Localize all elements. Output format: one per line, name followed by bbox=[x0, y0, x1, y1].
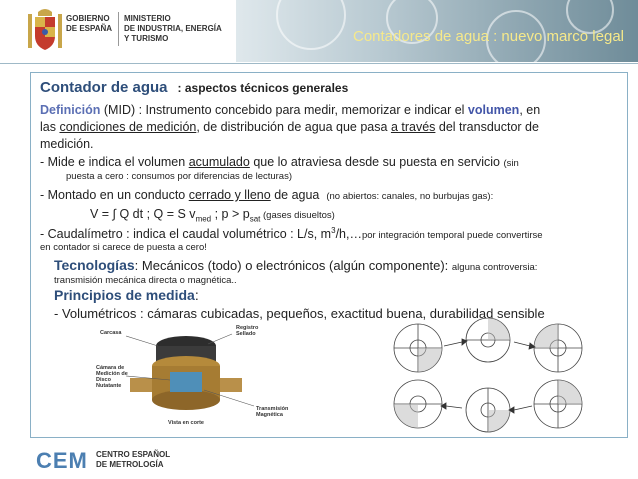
bullet-note: (sin bbox=[503, 158, 519, 169]
principles-label: Principios de medida bbox=[54, 287, 195, 303]
formula-subscript: med bbox=[195, 214, 212, 224]
heading-title: Contador de agua bbox=[40, 79, 168, 96]
label-registro: Registro Sellado bbox=[236, 325, 259, 337]
bullet-text: que lo atraviesa desde su puesta en servicio bbox=[249, 155, 500, 169]
definition-line-2 bbox=[40, 120, 539, 134]
definition-text: , de distribución de agua que pasa bbox=[196, 120, 391, 134]
flow-formula bbox=[90, 207, 335, 224]
definition-text: , en bbox=[519, 103, 541, 117]
formula-text: ; p > p bbox=[211, 207, 250, 221]
principles-heading bbox=[54, 287, 199, 303]
ministry-name: MINISTERIO DE INDUSTRIA, ENERGÍA Y TURISMO bbox=[124, 14, 222, 43]
nutating-disc-diagram bbox=[368, 318, 610, 434]
definition-text: las bbox=[40, 120, 60, 134]
formula-text: V = ∫ Q dt ; Q = S v bbox=[90, 207, 196, 221]
bullet-text: - Caudalímetro : indica el caudal volumétrico : L/s, m bbox=[40, 227, 332, 242]
slide-title: Contadores de agua : nuevo marco legal bbox=[352, 28, 624, 45]
definition-label: Definición bbox=[40, 103, 101, 117]
bullet-note: por integración temporal puede convertirse bbox=[361, 230, 543, 242]
bullet-flowmeter-note: en contador si carece de puesta a cero! bbox=[40, 242, 207, 253]
technologies-note: alguna controversia: bbox=[451, 262, 538, 273]
definition-line-3: medición. bbox=[40, 137, 94, 151]
cem-logo: CEM bbox=[36, 448, 88, 473]
bullet-accumulated-note: puesta a cero : consumos por diferencias de lecturas) bbox=[66, 171, 293, 182]
bullet-underlined: cerrado y lleno bbox=[188, 188, 271, 202]
slide-header bbox=[0, 0, 638, 62]
bullet-underlined: acumulado bbox=[188, 155, 250, 169]
definition-line-1 bbox=[40, 103, 540, 117]
government-name: GOBIERNO DE ESPAÑA bbox=[66, 14, 113, 33]
technologies-note-line: transmisión mecánica directa o magnética.. bbox=[54, 275, 237, 286]
definition-underlined: condiciones de medición bbox=[59, 120, 197, 134]
definition-text: del transductor de bbox=[435, 120, 539, 134]
header-rule bbox=[0, 63, 638, 64]
technologies-text: : Mecánicos (todo) o electrónicos (algún componente): bbox=[134, 258, 449, 273]
technologies-label: Tecnologías bbox=[54, 257, 135, 273]
formula-subscript: sat bbox=[249, 214, 261, 224]
label-transmision: Transmisión Magnética bbox=[256, 406, 289, 418]
bullet-text: - Montado en un conducto bbox=[40, 188, 189, 202]
cem-name: CENTRO ESPAÑOL DE METROLOGÍA bbox=[96, 450, 171, 469]
bullet-accumulated bbox=[40, 155, 519, 169]
label-vista-corte: Vista en corte bbox=[168, 420, 204, 426]
bullet-text: de agua bbox=[270, 188, 320, 202]
bullet-text: /h,… bbox=[335, 227, 362, 242]
heading-subtitle: : aspectos técnicos generales bbox=[177, 81, 349, 95]
coat-of-arms-icon bbox=[28, 8, 62, 52]
label-camara: Cámara de Medición de Disco Nutatante bbox=[96, 365, 128, 389]
volumetric-bullet: - Volumétricos : cámaras cubicadas, pequeños, exactitud buena, durabilidad sensible bbox=[54, 306, 545, 321]
definition-text: (MID) : Instrumento concebido para medir, memorizar e indicar el bbox=[100, 103, 468, 117]
technologies-line bbox=[54, 257, 537, 273]
formula-note: (gases disueltos) bbox=[260, 210, 335, 221]
principles-colon: : bbox=[194, 287, 199, 303]
bullet-flowmeter bbox=[40, 226, 543, 241]
definition-underlined: a través bbox=[390, 120, 436, 134]
bullet-note: (no abiertos: canales, no burbujas gas): bbox=[326, 191, 494, 202]
slide-heading bbox=[40, 79, 348, 96]
header-divider bbox=[118, 12, 119, 46]
bullet-text: - Mide e indica el volumen bbox=[40, 155, 189, 169]
bullet-mounting bbox=[40, 188, 493, 202]
definition-keyword: volumen bbox=[467, 103, 520, 117]
label-carcasa: Carcasa bbox=[100, 330, 122, 336]
bullet-superscript: 3 bbox=[331, 226, 336, 235]
